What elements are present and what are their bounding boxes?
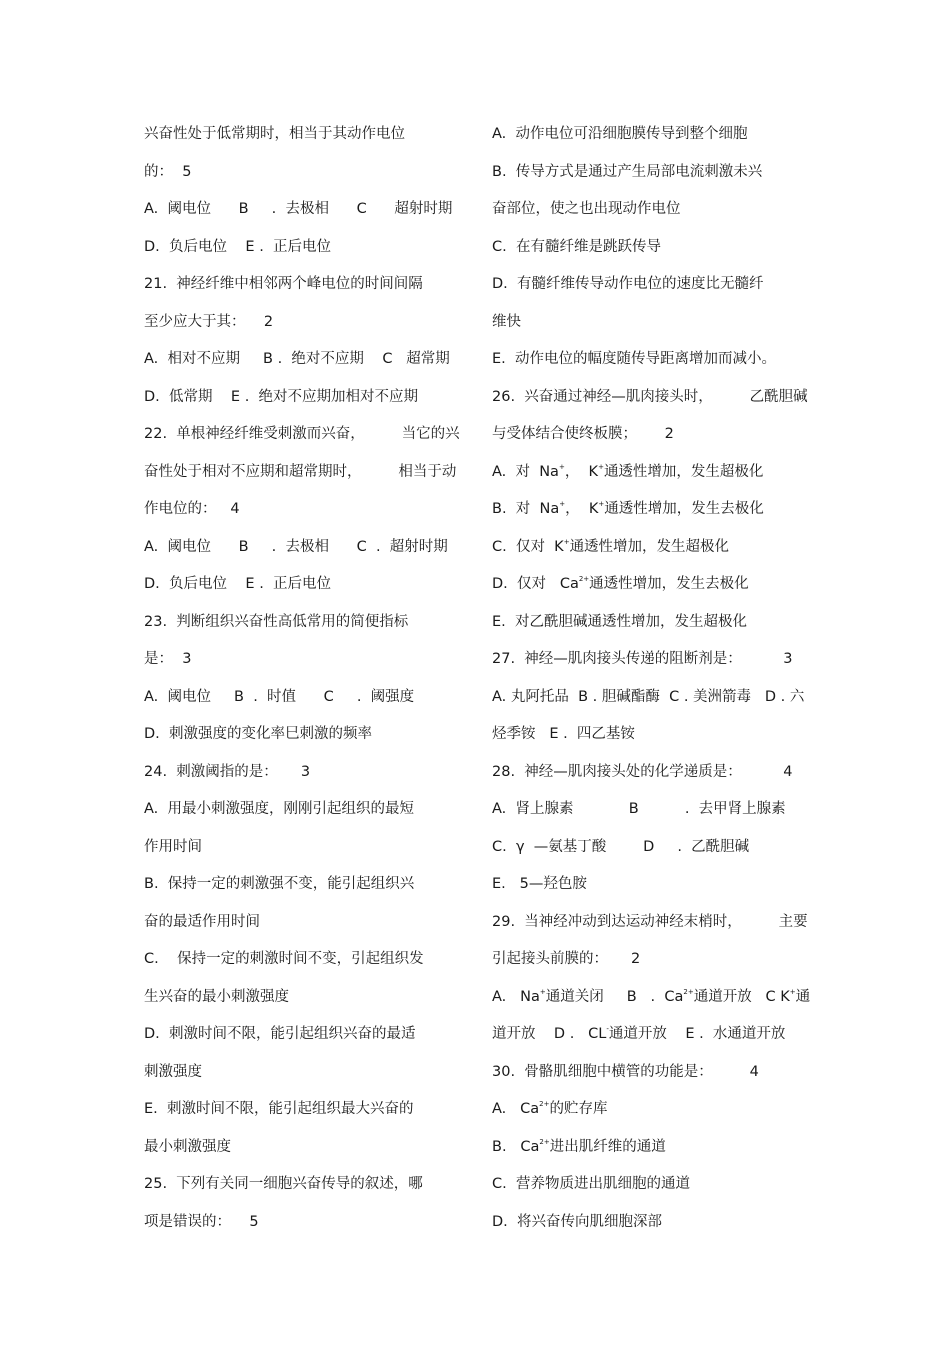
text-line bbox=[492, 191, 822, 229]
text-line bbox=[492, 229, 822, 267]
text-line bbox=[144, 266, 464, 304]
text-segment: 刺激强度 bbox=[144, 1063, 202, 1080]
text-segment: A. 阈电位 B . 去极相 C . 超射时期 bbox=[144, 538, 448, 555]
text-line bbox=[144, 379, 464, 417]
text-segment: 作用时间 bbox=[144, 838, 202, 855]
text-segment: D. 刺激强度的变化率巳刺激的频率 bbox=[144, 726, 372, 742]
text-segment: 烃季铵 E . 四乙基铵 bbox=[492, 726, 635, 742]
text-segment: 通透性增加，发生超极化 bbox=[569, 538, 730, 555]
text-line bbox=[492, 1166, 822, 1204]
text-line bbox=[492, 454, 822, 492]
text-segment: 26. 兴奋通过神经—肌肉接头时， 乙酰胆碱 bbox=[492, 388, 808, 405]
text-segment: 25. 下列有关同一细胞兴奋传导的叙述，哪 bbox=[144, 1176, 423, 1192]
text-line bbox=[492, 679, 822, 717]
text-line bbox=[144, 454, 464, 492]
text-segment: 兴奋性处于低常期时，相当于其动作电位 bbox=[144, 126, 405, 142]
text-segment: 奋部位，使之也出现动作电位 bbox=[492, 201, 681, 217]
text-line bbox=[144, 566, 464, 604]
text-line bbox=[492, 1016, 822, 1054]
text-segment: 通透性增加，发生去极化 bbox=[589, 576, 749, 592]
text-segment: A. 动作电位可沿细胞膜传导到整个细胞 bbox=[492, 126, 748, 142]
text-line bbox=[492, 1091, 822, 1129]
text-line bbox=[492, 379, 822, 417]
text-line bbox=[492, 716, 822, 754]
text-segment: C. γ —氨基丁酸 D . 乙酰胆碱 bbox=[492, 838, 750, 855]
text-line bbox=[144, 716, 464, 754]
text-segment: 通道开放 E . 水通道开放 bbox=[608, 1026, 786, 1042]
text-segment: 23. 判断组织兴奋性高低常用的简便指标 bbox=[144, 613, 409, 630]
text-segment: 通 bbox=[795, 988, 811, 1005]
superscript: + bbox=[598, 462, 604, 471]
text-segment: A. Ca bbox=[492, 1101, 540, 1117]
text-segment: A. 肾上腺素 B . 去甲肾上腺素 bbox=[492, 801, 786, 817]
text-segment: 与受体结合使终板膜； 2 bbox=[492, 426, 674, 442]
text-segment: B. Ca bbox=[492, 1138, 540, 1155]
text-segment: D. 将兴奋传向肌细胞深部 bbox=[492, 1213, 662, 1230]
text-segment: A. 丸阿托品 B . 胆碱酯酶 C . 美洲箭毒 D . 六 bbox=[492, 688, 805, 705]
text-line bbox=[144, 529, 464, 567]
text-segment: B. 保持一定的刺激强不变，能引起组织兴 bbox=[144, 876, 415, 892]
text-segment: 作电位的： 4 bbox=[144, 501, 240, 517]
text-segment: D. 仅对 Ca bbox=[492, 576, 579, 592]
text-line bbox=[144, 641, 464, 679]
text-segment: 通透性增加，发生去极化 bbox=[604, 501, 764, 517]
text-segment: C. 保持一定的刺激时间不变，引起组织发 bbox=[144, 951, 424, 967]
text-segment: A. 相对不应期 B . 绝对不应期 C 超常期 bbox=[144, 351, 450, 367]
text-segment: D. 有髓纤维传导动作电位的速度比无髓纤 bbox=[492, 276, 764, 292]
text-segment: B. 对 Na bbox=[492, 501, 560, 517]
text-segment: 项是错误的： 5 bbox=[144, 1213, 259, 1230]
text-segment: A. 阈电位 B . 时值 C . 阈强度 bbox=[144, 688, 415, 705]
text-line bbox=[144, 979, 464, 1017]
text-line bbox=[492, 941, 822, 979]
text-line bbox=[144, 341, 464, 379]
text-segment: B. 传导方式是通过产生局部电流刺激未兴 bbox=[492, 163, 763, 180]
text-line bbox=[144, 866, 464, 904]
text-line bbox=[144, 1204, 464, 1242]
text-line bbox=[144, 116, 464, 154]
text-line bbox=[492, 604, 822, 642]
text-line bbox=[144, 941, 464, 979]
text-segment: 引起接头前膜的： 2 bbox=[492, 951, 641, 967]
text-line bbox=[144, 191, 464, 229]
text-segment: 21. 神经纤维中相邻两个峰电位的时间间隔 bbox=[144, 276, 423, 292]
text-line bbox=[492, 641, 822, 679]
text-line bbox=[492, 866, 822, 904]
text-segment: D. 负后电位 E . 正后电位 bbox=[144, 238, 332, 255]
text-segment: 29. 当神经冲动到达运动神经末梢时， 主要 bbox=[492, 913, 808, 930]
superscript: - bbox=[606, 1025, 609, 1034]
text-segment: D. 负后电位 E . 正后电位 bbox=[144, 576, 332, 592]
text-segment: 维快 bbox=[492, 313, 521, 330]
text-segment: A. 阈电位 B . 去极相 C 超射时期 bbox=[144, 201, 453, 217]
text-segment: A. 用最小刺激强度，刚刚引起组织的最短 bbox=[144, 801, 414, 817]
text-line bbox=[492, 116, 822, 154]
text-segment: A. 对 Na bbox=[492, 463, 559, 480]
text-line bbox=[144, 754, 464, 792]
text-segment: 进出肌纤维的通道 bbox=[549, 1138, 666, 1155]
text-segment: 30. 骨骼肌细胞中横管的功能是： 4 bbox=[492, 1063, 759, 1080]
text-segment: D. 低常期 E . 绝对不应期加相对不应期 bbox=[144, 388, 419, 405]
text-segment: 奋性处于相对不应期和超常期时， 相当于动 bbox=[144, 463, 457, 480]
text-segment: A. Na bbox=[492, 988, 540, 1005]
text-segment: 28. 神经—肌肉接头处的化学递质是： 4 bbox=[492, 763, 793, 780]
text-line bbox=[144, 229, 464, 267]
text-segment: 生兴奋的最小刺激强度 bbox=[144, 988, 289, 1005]
text-line bbox=[144, 1166, 464, 1204]
superscript: 2+ bbox=[578, 575, 590, 584]
text-segment: 27. 神经—肌肉接头传递的阻断剂是： 3 bbox=[492, 651, 793, 667]
text-line bbox=[492, 491, 822, 529]
text-segment: 是： 3 bbox=[144, 651, 192, 667]
superscript: + bbox=[598, 500, 605, 509]
text-line bbox=[144, 491, 464, 529]
text-segment: E. 5—羟色胺 bbox=[492, 876, 587, 892]
text-segment: ， K bbox=[564, 463, 599, 480]
text-segment: E. 对乙酰胆碱通透性增加，发生超极化 bbox=[492, 613, 747, 630]
text-segment: 通道开放 C K bbox=[693, 988, 790, 1005]
text-line bbox=[492, 566, 822, 604]
text-line bbox=[492, 791, 822, 829]
text-segment: E. 刺激时间不限，能引起组织最大兴奋的 bbox=[144, 1101, 414, 1117]
superscript: + bbox=[559, 500, 566, 509]
text-segment: 最小刺激强度 bbox=[144, 1138, 231, 1155]
text-line bbox=[492, 1204, 822, 1242]
text-segment: ， K bbox=[565, 501, 599, 517]
superscript: 2+ bbox=[539, 1137, 550, 1146]
text-line bbox=[144, 829, 464, 867]
text-line bbox=[144, 1016, 464, 1054]
text-segment: C. 仅对 K bbox=[492, 538, 564, 555]
text-segment: 通道关闭 B . Ca bbox=[545, 988, 684, 1005]
text-line bbox=[144, 304, 464, 342]
text-line bbox=[492, 829, 822, 867]
text-line bbox=[144, 679, 464, 717]
text-line bbox=[492, 341, 822, 379]
superscript: + bbox=[789, 987, 796, 996]
text-line bbox=[144, 1091, 464, 1129]
text-line bbox=[492, 979, 822, 1017]
text-segment: 的贮存库 bbox=[549, 1101, 608, 1117]
text-line bbox=[492, 266, 822, 304]
text-segment: D. 刺激时间不限，能引起组织兴奋的最适 bbox=[144, 1026, 416, 1042]
text-segment: 至少应大于其： 2 bbox=[144, 313, 274, 330]
text-line bbox=[492, 304, 822, 342]
text-line bbox=[492, 904, 822, 942]
superscript: + bbox=[558, 462, 565, 471]
right-column bbox=[492, 116, 822, 1241]
text-line bbox=[492, 416, 822, 454]
text-line bbox=[144, 154, 464, 192]
text-line bbox=[144, 791, 464, 829]
text-segment: 24. 刺激阈指的是： 3 bbox=[144, 763, 311, 780]
superscript: + bbox=[563, 537, 570, 546]
text-segment: 22. 单根神经纤维受刺激而兴奋， 当它的兴 bbox=[144, 426, 460, 442]
text-segment: C. 营养物质进出肌细胞的通道 bbox=[492, 1176, 690, 1192]
text-segment: 的： 5 bbox=[144, 163, 192, 180]
superscript: + bbox=[539, 987, 546, 996]
text-line bbox=[144, 904, 464, 942]
text-segment: 通透性增加，发生超极化 bbox=[603, 463, 764, 480]
text-line bbox=[492, 754, 822, 792]
text-segment: C. 在有髓纤维是跳跃传导 bbox=[492, 238, 661, 255]
text-line bbox=[144, 1129, 464, 1167]
superscript: 2+ bbox=[539, 1100, 550, 1109]
text-line bbox=[492, 154, 822, 192]
text-line bbox=[144, 416, 464, 454]
text-segment: 道开放 D . CL bbox=[492, 1026, 607, 1042]
text-segment: E. 动作电位的幅度随传导距离增加而减小。 bbox=[492, 351, 776, 367]
text-line bbox=[492, 1129, 822, 1167]
left-column bbox=[144, 116, 464, 1241]
text-line bbox=[144, 604, 464, 642]
text-segment: 奋的最适作用时间 bbox=[144, 913, 260, 930]
text-line bbox=[492, 529, 822, 567]
text-line bbox=[492, 1054, 822, 1092]
superscript: 2+ bbox=[683, 987, 694, 996]
text-line bbox=[144, 1054, 464, 1092]
